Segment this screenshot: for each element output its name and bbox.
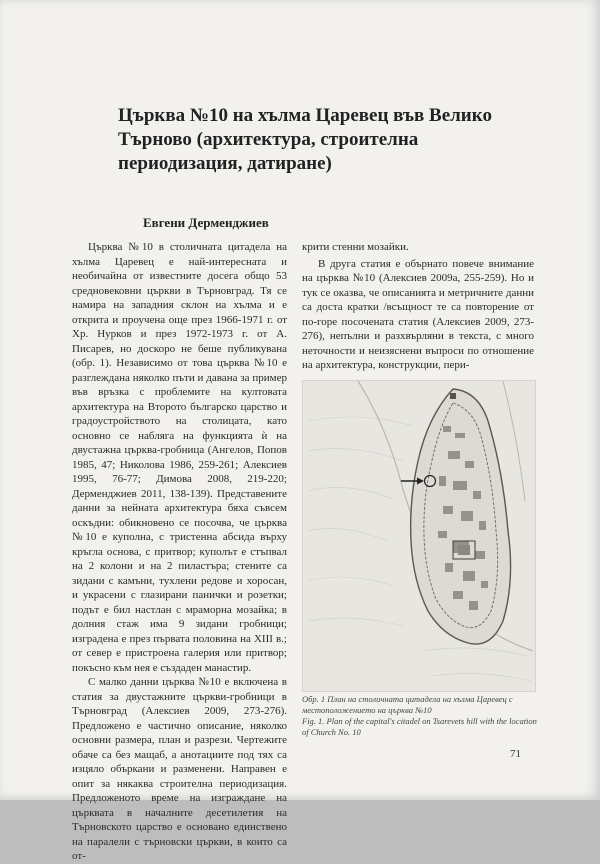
body-paragraph: В друга статия е обърнато повече внимание на църква №10 (Алексиев 2009а, 255-259). Но и тук се оказва, че описанията и метричните данни са доста кратки /всъщност те са повторение от по-горе посочената статия (Алексиев 2009, 273-276), непълни и разхвърляни в текста, с много неточности и неизяснени въпроси по отношение на архитектура, конструкции, пери- [302,257,534,371]
body-paragraph: Църква №10 в столичната цитадела на хълма Царевец е най-интересната и необичайна от известните досега общо 53 средновековни църкви в Търновград. Тя се намира на западния склон на хълма и е открита и проучена още през 1966-1971 г. от Хр. Нурков и през 1972-1973 г. от А. Писарев, но доскоро не беше публикувана (обр. 1). Независимо от това църква №10 е разглеждана няколко пъти и давана за пример във връзка с проблемите на култовата архитектура на Второто българско царство и градоустройството на столицата, като основно се наблягa на функцията ѝ на двустажна църква-гробница (Ангелов, Попов 1985, 47; Николова 1986, 259-261; Алексиев 1995, 76-77; Димова 2008, 219-220; Дерменджиев 2011, 138-139). Представените данни за нейната архитектура бяха съвсем оскъдни: обикновено се посочва, че църква №10 е куполна, с тристенна абсида върху кръгла основа, с притвор; куполът е стъпвал на 2 колони и на 2 пиластъра; стените са зидани с камъни, тухлени редове и хоросан, и украсени с глазирани панички и розетки; подът е бил настлан с мраморна мозайка; в долния стаж има 9 зидани гробници; изградена е през първата половина на XIII в.; от север е пристроена галерия или притвор; покъсно към нея е създаден манастир. [72,241,287,674]
figure-caption [302,694,542,738]
body-paragraph: С малко данни църква №10 е включена в статия за двустажните църкви-гробници в Търновград (Алексиев 2009, 273-276). Предложено е частично описание, няколко основни размера, план и разрези. Чертежите обаче са без мащаб, а анотациите под тях са изцяло объркани и разменени. Направен е опит за някаква строителна периодизация. Предложеното време на изграждане на църквата в началните десетилетия на Търновското царство е основано единствено на паралели с търновски църкви, в които са от- [72,676,287,862]
body-paragraph: крити стенни мозайки. [302,241,409,253]
page-number: 71 [510,748,521,760]
article-author: Евгени Дерменджиев [143,215,269,230]
right-column [302,240,534,375]
left-column [72,240,287,862]
caption-bulgarian: Обр. 1 План на столичната цитадела на хълма Царевец с местоположението на църква №10 [302,694,513,715]
caption-english: Fig. 1. Plan of the capital's citadel on Tsarevets hill with the location of Church No. 10 [302,716,537,737]
citadel-plan-figure [302,380,536,692]
article-title: Църква №10 на хълма Царевец във Велико Търново (архитектура, строителна периодизация, датиране) [118,105,492,174]
citadel-plan-drawing [303,381,535,691]
